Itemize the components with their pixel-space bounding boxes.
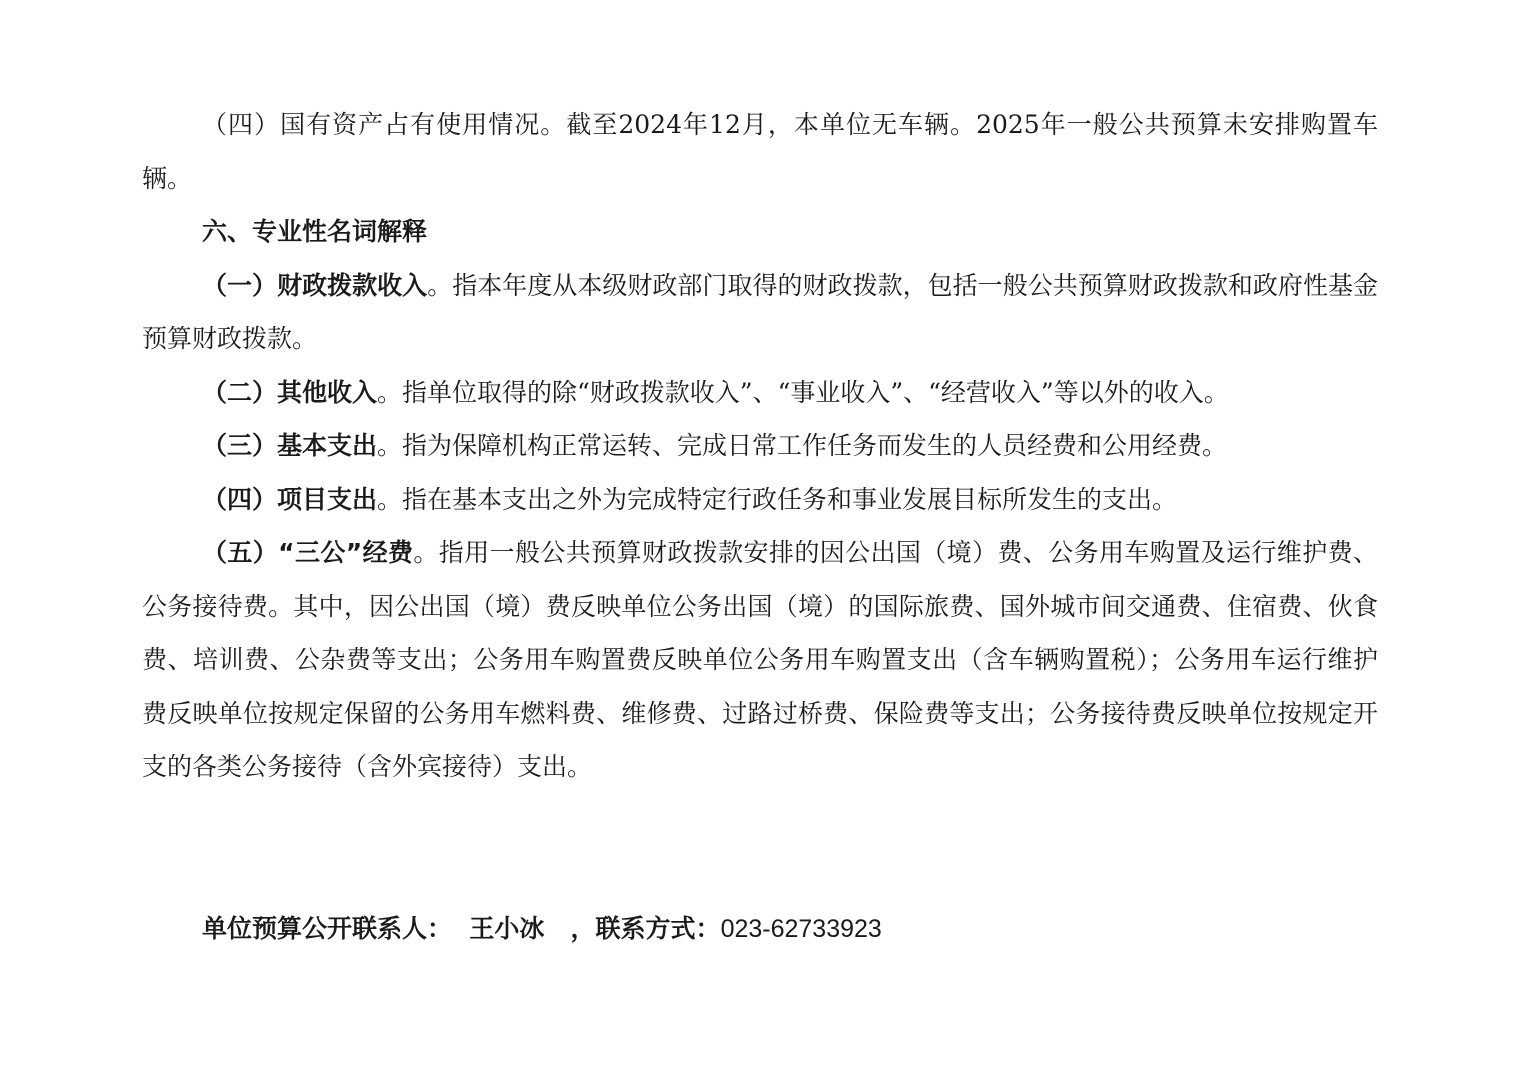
asset-usage-lead: （四）国有资产占有使用情况。 [202,110,567,139]
definition-three-public-expenses [142,526,1378,794]
definition-text: 。指用一般公共预算财政拨款安排的因公出国（境）费、公务用车购置及运行维护费、公务接待费。其中，因公出国（境）费反映单位公务出国（境）的国际旅费、国外城市间交通费、住宿费、伙食费、培训费、公杂费等支出；公务用车购置费反映单位公务用车购置支出（含车辆购置税）；公务用车运行维护费反映单位按规定保留的公务用车燃料费、维修费、过路过桥费、保险费等支出；公务接待费反映单位按规定开支的各类公务接待（含外宾接待）支出。 [142,538,1378,781]
definition-term: （二）其他收入 [202,377,378,407]
contact-line [202,904,882,954]
definition-project-expenditure [142,473,1378,527]
asset-usage-text: 截至2024年12月，本单位无车辆。2025年一般公共预算未安排购置车辆。 [142,110,1378,193]
definition-text: 。指单位取得的除“财政拨款收入”、“事业收入”、“经营收入”等以外的收入。 [377,377,1229,407]
definition-basic-expenditure [142,419,1378,473]
document-body [142,98,1378,794]
definition-text: 。指本年度从本级财政部门取得的财政拨款，包括一般公共预算财政拨款和政府性基金预算财政拨款。 [142,270,1378,353]
contact-name: 王小冰 [452,914,571,943]
definition-term: （一）财政拨款收入 [202,270,428,300]
definition-fiscal-income [142,259,1378,366]
contact-method-label: ，联系方式： [570,914,721,943]
definition-term: （三）基本支出 [202,431,378,460]
contact-phone: 023-62733923 [720,915,882,943]
definition-term: （五）“三公”经费 [202,538,414,567]
section-heading-terms: 六、专业性名词解释 [202,217,428,246]
definition-term: （四）项目支出 [202,484,378,514]
contact-label: 单位预算公开联系人： [202,914,453,943]
definition-text: 。指为保障机构正常运转、完成日常工作任务而发生的人员经费和公用经费。 [377,431,1228,460]
asset-usage-paragraph [142,98,1378,205]
definition-other-income [142,366,1378,420]
definition-text: 。指在基本支出之外为完成特定行政任务和事业发展目标所发生的支出。 [377,484,1178,514]
